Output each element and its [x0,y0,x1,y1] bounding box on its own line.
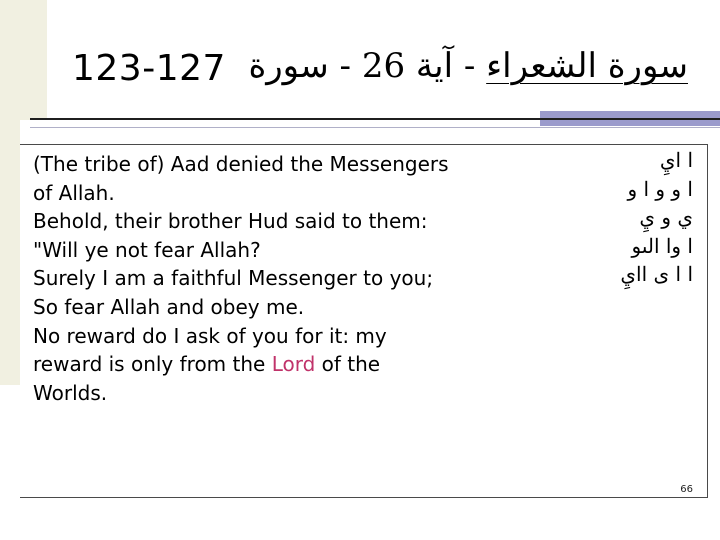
left-accent-stripe [0,120,20,385]
english-line: (The tribe of) Aad denied the Messengers [33,152,449,176]
arabic-line: ا و و ا و [627,176,693,201]
english-line: of Allah. [33,180,115,205]
title-rule [30,118,720,120]
highlighted-word: Lord [271,352,316,377]
english-translation [33,150,483,407]
title-verse-range: 123-127 [72,48,226,89]
title-arabic [248,46,688,86]
left-accent-bar [0,0,47,120]
arabic-line: ي و يِ [639,205,693,229]
english-line: Worlds. [33,380,108,405]
arabic-text [493,146,693,289]
title-surah-ref: - آية 26 - سورة [248,46,476,86]
english-line: "Will ye not fear Allah? [33,237,261,262]
title-rule-thin [30,127,720,128]
english-line: Behold, their brother Hud said to them: [33,209,428,234]
arabic-line: ا ايِ [659,148,693,172]
english-line-part: reward is only from the [33,352,272,377]
english-line-part: of the [315,352,381,377]
english-line-with-highlight [33,350,483,379]
english-line: So fear Allah and obey me. [33,294,305,319]
english-line: No reward do I ask of you for it: my [33,323,387,348]
slide-title [72,44,692,96]
arabic-line: ا وا الىو [631,233,693,258]
arabic-line: ا ا ى اايِ [620,262,693,286]
page-number: 66 [680,484,693,495]
english-line: Surely I am a faithful Messenger to you; [33,266,434,291]
title-surah-name: سورة الشعراء [486,46,688,86]
